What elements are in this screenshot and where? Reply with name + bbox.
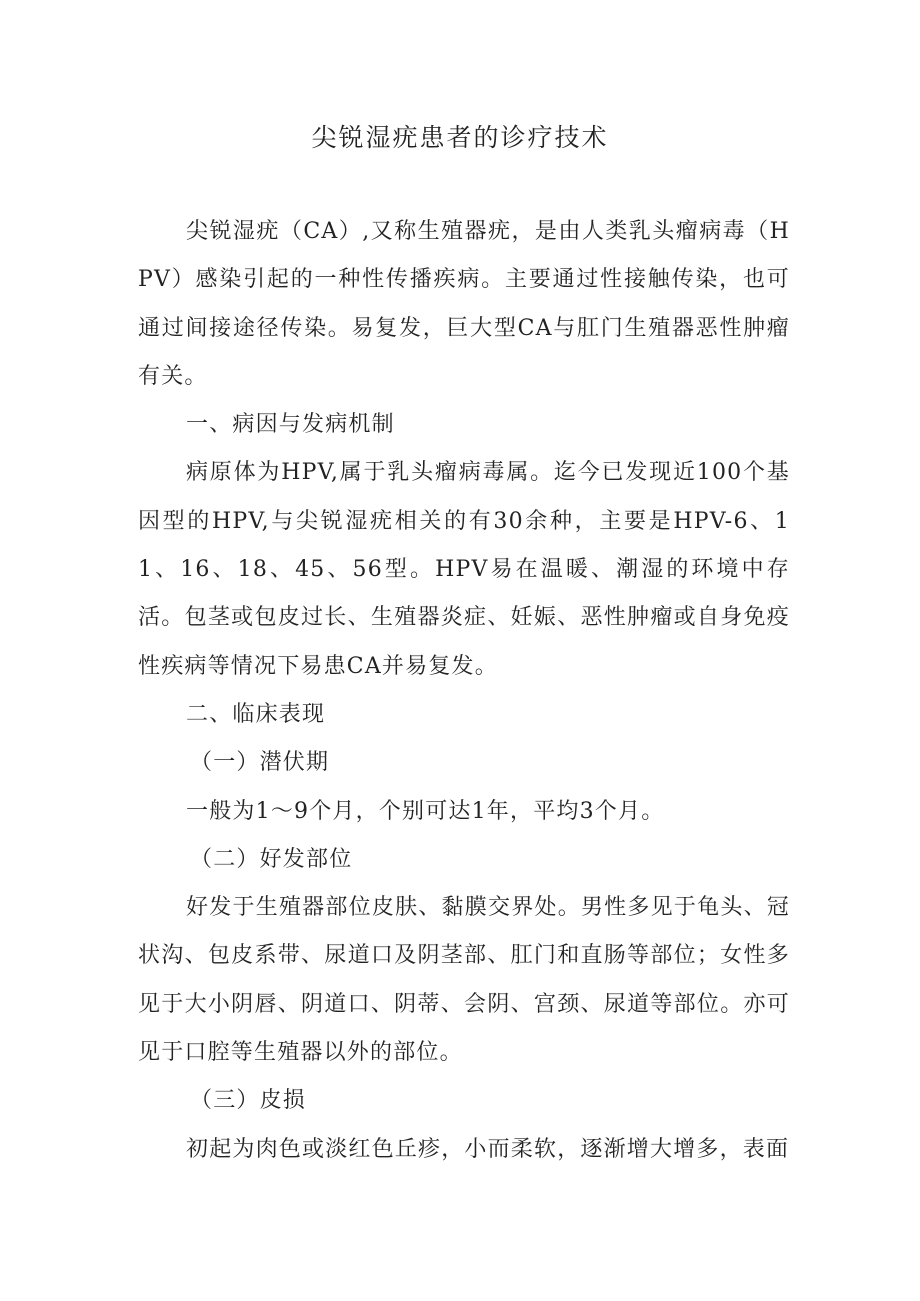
document-title: 尖锐湿疣患者的诊疗技术 [311,123,609,152]
paragraph-sites: 好发于生殖器部位皮肤、黏膜交界处。男性多见于龟头、冠状沟、包皮系带、尿道口及阴茎部、肛门和直肠等部位；女性多见于大小阴唇、阴道口、阴蒂、会阴、宫颈、尿道等部位。亦可见于口腔等生殖器以外的部位。 [138,895,790,1066]
paragraph-incubation: 一般为1～9个月，个别可达1年，平均3个月。 [186,798,665,824]
subsection-heading-incubation: （一）潜伏期 [190,750,330,776]
paragraph-intro: 尖锐湿疣（CA）,又称生殖器疣，是由人类乳头瘤病毒（HPV）感染引起的一种性传播疾病。主要通过性接触传染，也可通过间接途径传染。易复发，巨大型CA与肛门生殖器恶性肿瘤有关。 [138,219,790,389]
subsection-heading-lesions: （三）皮损 [190,1088,307,1114]
subsection-heading-sites: （二）好发部位 [190,846,353,872]
document-body [138,208,790,1174]
section-heading-clinical: 二、临床表现 [186,701,326,727]
paragraph-etiology: 病原体为HPV,属于乳头瘤病毒属。迄今已发现近100个基因型的HPV,与尖锐湿疣相关的有30余种，主要是HPV-6、11、16、18、45、56型。HPV易在温暖、潮湿的环境中存活。包茎或包皮过长、生殖器炎症、妊娠、恶性肿瘤或自身免疫性疾病等情况下易患CA并易复发。 [138,460,790,679]
paragraph-lesions: 初起为肉色或淡红色丘疹，小而柔软，逐渐增大增多，表面 [186,1136,790,1162]
section-heading-etiology: 一、病因与发病机制 [186,412,395,438]
